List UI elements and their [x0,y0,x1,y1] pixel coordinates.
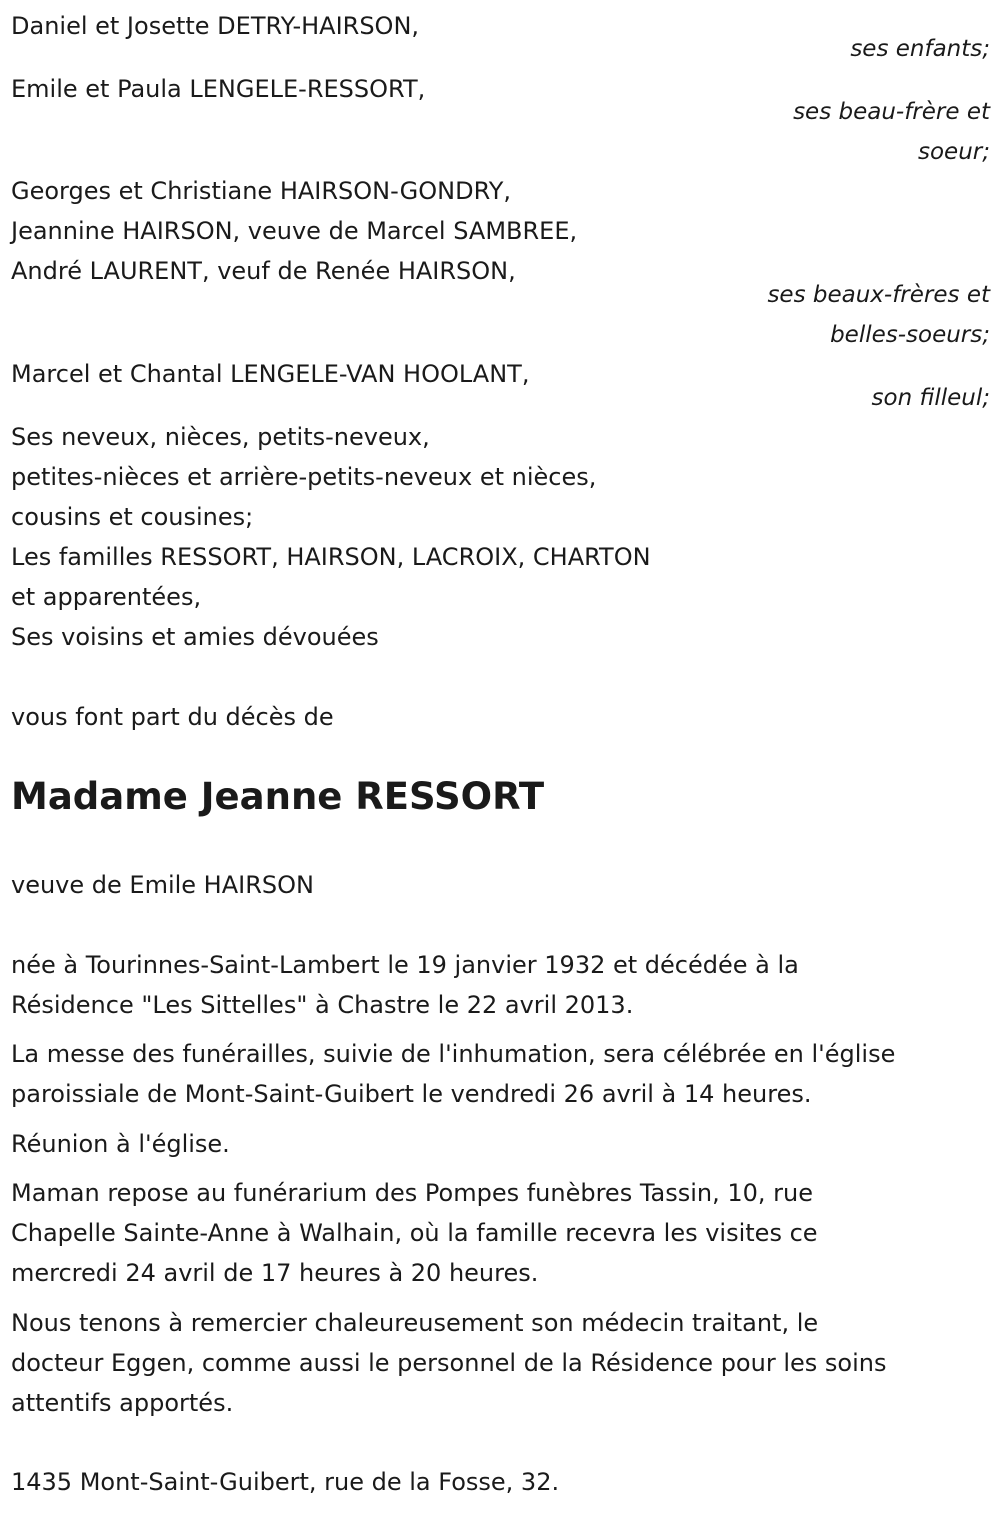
relatives-line-4: Les familles RESSORT, HAIRSON, LACROIX, CHARTON [11,543,651,571]
birth-line-1: née à Tourinnes-Saint-Lambert le 19 janvier 1932 et décédée à la [11,951,799,979]
family-inlaws-line-2: Jeannine HAIRSON, veuve de Marcel SAMBREE, [11,217,578,245]
relatives-line-2: petites-nièces et arrière-petits-neveux et nièces, [11,463,597,491]
relatives-line-3: cousins et cousines; [11,503,254,531]
family-children-role: ses enfants; [850,36,990,62]
family-siblings-role-1: ses beau-frère et [793,99,990,125]
family-godson-role: son filleul; [871,385,990,411]
relatives-line-5: et apparentées, [11,583,202,611]
rest-line-1: Maman repose au funérarium des Pompes funèbres Tassin, 10, rue [11,1179,814,1207]
rest-line-2: Chapelle Sainte-Anne à Walhain, où la famille recevra les visites ce [11,1219,818,1247]
family-inlaws-line-3: André LAURENT, veuf de Renée HAIRSON, [11,257,516,285]
family-siblings-line: Emile et Paula LENGELE-RESSORT, [11,75,426,103]
family-children-line: Daniel et Josette DETRY-HAIRSON, [11,12,420,40]
thanks-line-1: Nous tenons à remercier chaleureusement son médecin traitant, le [11,1309,819,1337]
announcement-text: vous font part du décès de [11,703,334,731]
deceased-widow-of: veuve de Emile HAIRSON [11,871,314,899]
address-line: 1435 Mont-Saint-Guibert, rue de la Fosse, 32. [11,1468,560,1496]
family-godson-line: Marcel et Chantal LENGELE-VAN HOOLANT, [11,360,530,388]
birth-line-2: Résidence "Les Sittelles" à Chastre le 22 avril 2013. [11,991,634,1019]
family-siblings-role-2: soeur; [918,139,990,165]
mass-line-1: La messe des funérailles, suivie de l'inhumation, sera célébrée en l'église [11,1040,896,1068]
deceased-name: Madame Jeanne RESSORT [11,775,545,818]
rest-line-3: mercredi 24 avril de 17 heures à 20 heures. [11,1259,539,1287]
family-inlaws-role-1: ses beaux-frères et [767,282,990,308]
family-inlaws-line-1: Georges et Christiane HAIRSON-GONDRY, [11,177,512,205]
mass-line-2: paroissiale de Mont-Saint-Guibert le vendredi 26 avril à 14 heures. [11,1080,812,1108]
relatives-line-6: Ses voisins et amies dévouées [11,623,379,651]
thanks-line-2: docteur Eggen, comme aussi le personnel de la Résidence pour les soins [11,1349,887,1377]
thanks-line-3: attentifs apportés. [11,1389,234,1417]
meeting-line: Réunion à l'église. [11,1130,230,1158]
family-inlaws-role-2: belles-soeurs; [830,322,990,348]
relatives-line-1: Ses neveux, nièces, petits-neveux, [11,423,430,451]
